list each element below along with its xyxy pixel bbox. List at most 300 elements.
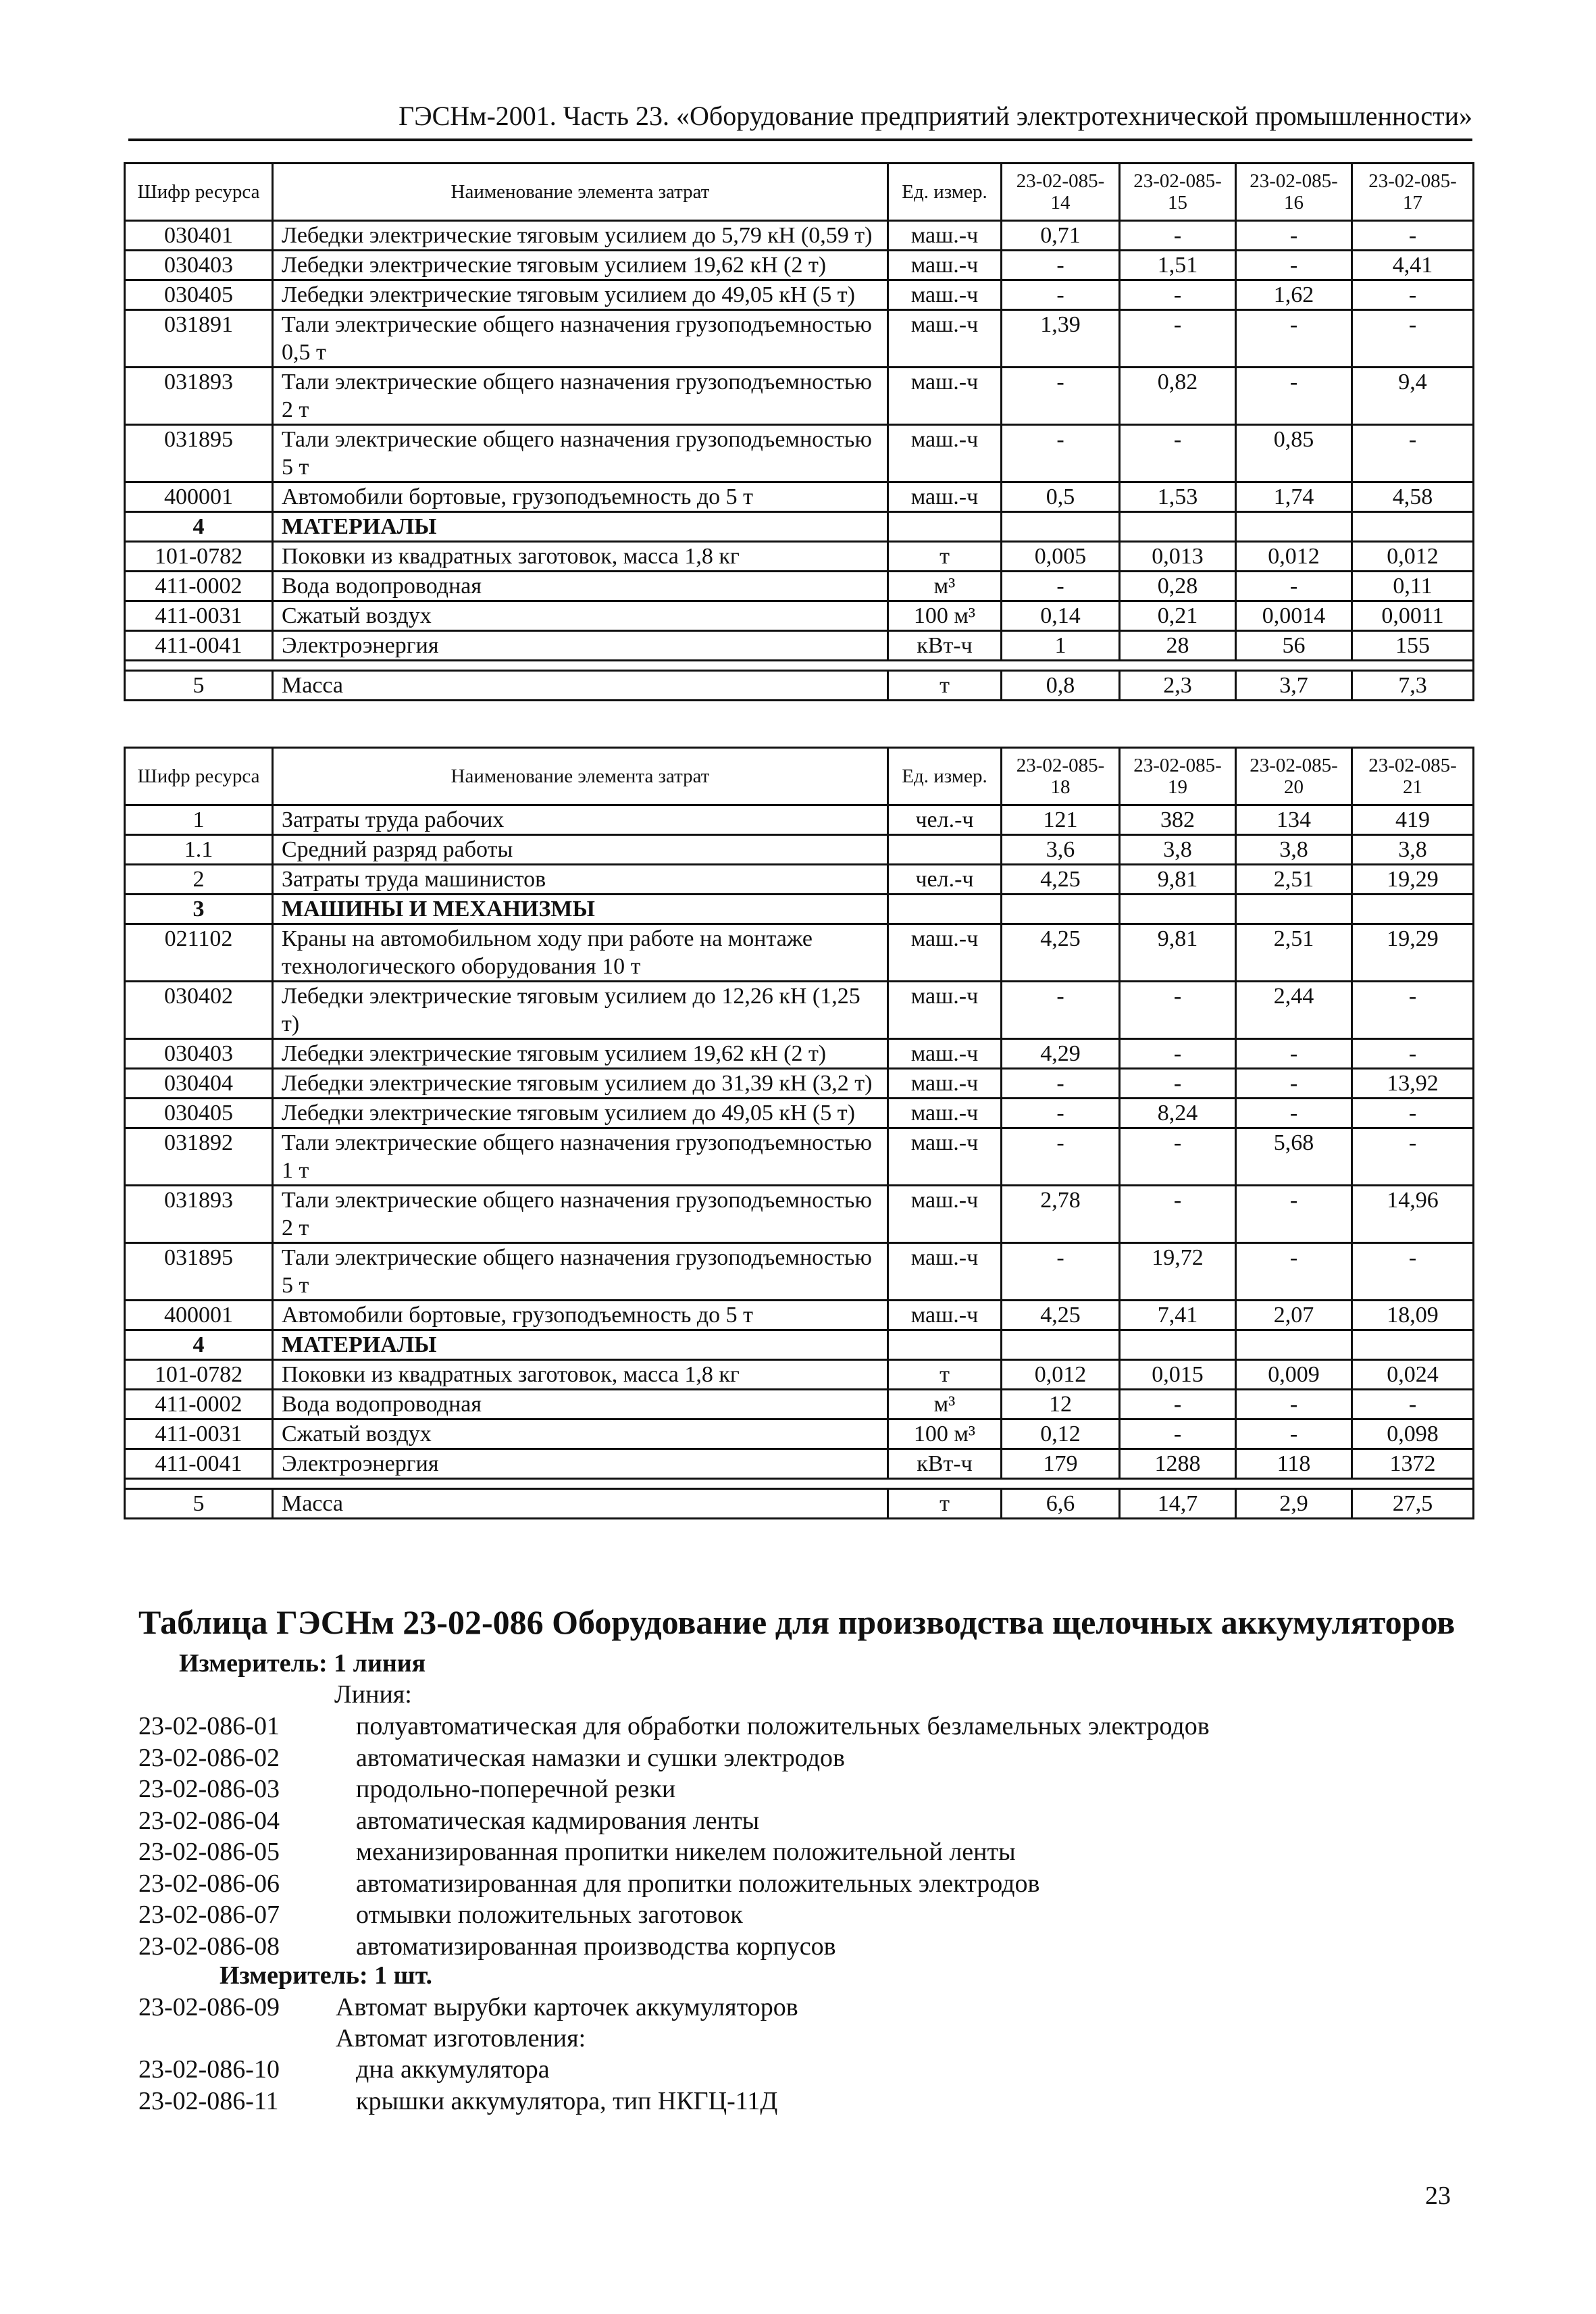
resource-unit: маш.-ч xyxy=(888,1301,1002,1330)
item-desc: отмывки положительных заготовок xyxy=(356,1901,743,1929)
resource-value: - xyxy=(1120,982,1236,1039)
resource-value xyxy=(1002,512,1120,542)
resource-unit: чел.-ч xyxy=(888,805,1002,835)
spacer-cell xyxy=(1120,661,1236,671)
resource-value: 1,53 xyxy=(1120,482,1236,512)
resource-unit: кВт-ч xyxy=(888,631,1002,661)
resource-value: - xyxy=(1352,982,1474,1039)
resource-value: 19,29 xyxy=(1352,865,1474,895)
item-desc: автоматическая намазки и сушки электродов xyxy=(356,1743,845,1772)
resource-value: - xyxy=(1120,425,1236,482)
header-unit: Ед. измер. xyxy=(888,164,1002,221)
resource-unit: кВт-ч xyxy=(888,1449,1002,1479)
resource-value: 0,28 xyxy=(1120,572,1236,601)
resource-code: 1 xyxy=(125,805,273,835)
resource-value: - xyxy=(1236,251,1352,280)
resource-value: 27,5 xyxy=(1352,1489,1474,1519)
resource-code: 031891 xyxy=(125,310,273,368)
resource-name: Поковки из квадратных заготовок, масса 1,8 кг xyxy=(273,542,888,572)
page-number: 23 xyxy=(1425,2182,1451,2210)
resource-unit: 100 м³ xyxy=(888,601,1002,631)
resource-value: 118 xyxy=(1236,1449,1352,1479)
resource-unit: маш.-ч xyxy=(888,1099,1002,1128)
resource-value xyxy=(1120,1330,1236,1360)
item-desc: дна аккумулятора xyxy=(356,2055,550,2084)
resource-value xyxy=(1120,512,1236,542)
resource-value: 9,81 xyxy=(1120,924,1236,982)
resource-value: 13,92 xyxy=(1352,1069,1474,1099)
resource-code: 030405 xyxy=(125,1099,273,1128)
resource-value xyxy=(1120,895,1236,924)
resource-unit xyxy=(888,895,1002,924)
resource-unit: маш.-ч xyxy=(888,221,1002,251)
resource-value: - xyxy=(1236,1419,1352,1449)
resource-value: 2,51 xyxy=(1236,924,1352,982)
resource-value xyxy=(1236,1330,1352,1360)
table-row xyxy=(125,1330,1474,1360)
resource-value: - xyxy=(1002,251,1120,280)
resource-name: Затраты труда машинистов xyxy=(273,865,888,895)
page-header xyxy=(128,101,1472,141)
header-column-code: 23-02-085-16 xyxy=(1236,164,1352,221)
item-desc: автоматизированная для пропитки положительных электродов xyxy=(356,1869,1040,1898)
spacer-cell xyxy=(1236,1479,1352,1489)
header-name: Наименование элемента затрат xyxy=(273,748,888,805)
resource-name: Тали электрические общего назначения грузоподъемностью 1 т xyxy=(273,1128,888,1186)
resource-value: 0,098 xyxy=(1352,1419,1474,1449)
spacer-cell xyxy=(1120,1479,1236,1489)
spacer-cell xyxy=(1002,661,1120,671)
resource-value: 2,44 xyxy=(1236,982,1352,1039)
resource-value: 0,0014 xyxy=(1236,601,1352,631)
table-row xyxy=(125,631,1474,661)
item-code: 23-02-086-05 xyxy=(138,1838,280,1866)
table-row xyxy=(125,1128,1474,1186)
resource-value: - xyxy=(1236,1069,1352,1099)
resource-unit: маш.-ч xyxy=(888,924,1002,982)
resource-value: 4,41 xyxy=(1352,251,1474,280)
resource-value: 28 xyxy=(1120,631,1236,661)
resource-name: МАТЕРИАЛЫ xyxy=(273,1330,888,1360)
resource-unit: т xyxy=(888,1360,1002,1390)
table-row xyxy=(125,1489,1474,1519)
resource-name: Средний разряд работы xyxy=(273,835,888,865)
resource-table-1 xyxy=(124,162,1474,701)
measure-line-1: Измеритель: 1 линия xyxy=(179,1649,426,1678)
resource-unit: маш.-ч xyxy=(888,1186,1002,1243)
resource-value: 5,68 xyxy=(1236,1128,1352,1186)
item-code: 23-02-086-07 xyxy=(138,1901,280,1929)
resource-value: - xyxy=(1352,1243,1474,1301)
resource-code: 5 xyxy=(125,671,273,701)
resource-name: Сжатый воздух xyxy=(273,1419,888,1449)
resource-value: 7,41 xyxy=(1120,1301,1236,1330)
resource-value: 12 xyxy=(1002,1390,1120,1419)
spacer-row xyxy=(125,661,1474,671)
resource-name: Вода водопроводная xyxy=(273,1390,888,1419)
resource-unit: т xyxy=(888,1489,1002,1519)
resource-value: 1,62 xyxy=(1236,280,1352,310)
resource-name: Поковки из квадратных заготовок, масса 1,8 кг xyxy=(273,1360,888,1390)
resource-unit xyxy=(888,512,1002,542)
resource-value: - xyxy=(1352,280,1474,310)
resource-value: 1,39 xyxy=(1002,310,1120,368)
table-2-body xyxy=(125,748,1474,1519)
resource-code: 411-0041 xyxy=(125,631,273,661)
auto-label: Автомат изготовления: xyxy=(336,2024,586,2053)
resource-name: Масса xyxy=(273,671,888,701)
table-row xyxy=(125,251,1474,280)
resource-name: Тали электрические общего назначения грузоподъемностью 5 т xyxy=(273,1243,888,1301)
resource-name: Тали электрические общего назначения грузоподъемностью 2 т xyxy=(273,1186,888,1243)
resource-value: - xyxy=(1236,572,1352,601)
resource-value: - xyxy=(1120,1186,1236,1243)
table-row xyxy=(125,1301,1474,1330)
resource-value: 0,12 xyxy=(1002,1419,1120,1449)
resource-value xyxy=(1352,512,1474,542)
item-desc: продольно-поперечной резки xyxy=(356,1775,676,1803)
resource-name: Лебедки электрические тяговым усилием до 49,05 кН (5 т) xyxy=(273,1099,888,1128)
header-column-code: 23-02-085-18 xyxy=(1002,748,1120,805)
resource-unit xyxy=(888,1330,1002,1360)
table-row xyxy=(125,982,1474,1039)
table-header-row xyxy=(125,748,1474,805)
resource-value: 3,8 xyxy=(1352,835,1474,865)
resource-value: - xyxy=(1352,221,1474,251)
resource-value: - xyxy=(1002,1099,1120,1128)
resource-name: Электроэнергия xyxy=(273,631,888,661)
resource-value xyxy=(1002,895,1120,924)
resource-unit: маш.-ч xyxy=(888,368,1002,425)
table-row xyxy=(125,924,1474,982)
resource-value: 3,6 xyxy=(1002,835,1120,865)
resource-value: 0,21 xyxy=(1120,601,1236,631)
table-row xyxy=(125,671,1474,701)
resource-value: - xyxy=(1120,1128,1236,1186)
resource-code: 031892 xyxy=(125,1128,273,1186)
resource-name: МАТЕРИАЛЫ xyxy=(273,512,888,542)
resource-value: - xyxy=(1120,221,1236,251)
resource-value: 0,012 xyxy=(1236,542,1352,572)
resource-unit: маш.-ч xyxy=(888,1128,1002,1186)
resource-value: 1288 xyxy=(1120,1449,1236,1479)
resource-code: 101-0782 xyxy=(125,542,273,572)
measure-line-2: Измеритель: 1 шт. xyxy=(220,1961,433,1990)
resource-code: 4 xyxy=(125,1330,273,1360)
resource-code: 031893 xyxy=(125,368,273,425)
resource-value: 0,012 xyxy=(1352,542,1474,572)
resource-value: 0,009 xyxy=(1236,1360,1352,1390)
item-code: 23-02-086-03 xyxy=(138,1775,280,1803)
resource-unit: маш.-ч xyxy=(888,1243,1002,1301)
resource-value: 3,8 xyxy=(1236,835,1352,865)
resource-code: 2 xyxy=(125,865,273,895)
table-row xyxy=(125,1419,1474,1449)
resource-unit: чел.-ч xyxy=(888,865,1002,895)
resource-code: 411-0041 xyxy=(125,1449,273,1479)
resource-value: 9,4 xyxy=(1352,368,1474,425)
table-row xyxy=(125,1069,1474,1099)
resource-value: - xyxy=(1236,368,1352,425)
resource-code: 031893 xyxy=(125,1186,273,1243)
resource-code: 030404 xyxy=(125,1069,273,1099)
resource-name: Масса xyxy=(273,1489,888,1519)
resource-value: - xyxy=(1002,1128,1120,1186)
resource-value: - xyxy=(1236,310,1352,368)
item-desc: автоматическая кадмирования ленты xyxy=(356,1806,760,1835)
resource-value: - xyxy=(1236,1099,1352,1128)
resource-value: - xyxy=(1236,221,1352,251)
resource-value xyxy=(1352,895,1474,924)
resource-code: 4 xyxy=(125,512,273,542)
resource-value: 0,024 xyxy=(1352,1360,1474,1390)
resource-code: 030403 xyxy=(125,251,273,280)
resource-value: - xyxy=(1236,1186,1352,1243)
resource-name: МАШИНЫ И МЕХАНИЗМЫ xyxy=(273,895,888,924)
resource-unit: маш.-ч xyxy=(888,1069,1002,1099)
resource-value: 0,85 xyxy=(1236,425,1352,482)
resource-value: 1,74 xyxy=(1236,482,1352,512)
spacer-cell xyxy=(888,661,1002,671)
item-code: 23-02-086-04 xyxy=(138,1806,280,1835)
resource-name: Лебедки электрические тяговым усилием до 5,79 кН (0,59 т) xyxy=(273,221,888,251)
resource-value: 155 xyxy=(1352,631,1474,661)
item-code: 23-02-086-11 xyxy=(138,2086,279,2115)
header-unit: Ед. измер. xyxy=(888,748,1002,805)
resource-value: 134 xyxy=(1236,805,1352,835)
resource-name: Автомобили бортовые, грузоподъемность до 5 т xyxy=(273,482,888,512)
resource-name: Тали электрические общего назначения грузоподъемностью 2 т xyxy=(273,368,888,425)
item-code: 23-02-086-01 xyxy=(138,1712,280,1740)
spacer-cell xyxy=(1352,661,1474,671)
resource-value: - xyxy=(1352,1099,1474,1128)
resource-value: - xyxy=(1002,425,1120,482)
resource-unit: маш.-ч xyxy=(888,982,1002,1039)
resource-value: 18,09 xyxy=(1352,1301,1474,1330)
lines-label: Линия: xyxy=(334,1680,412,1709)
resource-value: - xyxy=(1120,310,1236,368)
resource-name: Сжатый воздух xyxy=(273,601,888,631)
resource-code: 031895 xyxy=(125,1243,273,1301)
resource-code: 030403 xyxy=(125,1039,273,1069)
resource-value: - xyxy=(1120,280,1236,310)
resource-table-2 xyxy=(124,747,1474,1519)
item-code: 23-02-086-10 xyxy=(138,2055,280,2084)
resource-name: Затраты труда рабочих xyxy=(273,805,888,835)
resource-name: Тали электрические общего назначения грузоподъемностью 5 т xyxy=(273,425,888,482)
resource-name: Лебедки электрические тяговым усилием до 49,05 кН (5 т) xyxy=(273,280,888,310)
resource-code: 030405 xyxy=(125,280,273,310)
resource-value: 0,14 xyxy=(1002,601,1120,631)
resource-value: - xyxy=(1352,425,1474,482)
table-row xyxy=(125,1099,1474,1128)
resource-value: 0,015 xyxy=(1120,1360,1236,1390)
resource-value: 1,51 xyxy=(1120,251,1236,280)
resource-value: - xyxy=(1352,310,1474,368)
spacer-cell xyxy=(1352,1479,1474,1489)
resource-value: 0,013 xyxy=(1120,542,1236,572)
resource-value: - xyxy=(1120,1419,1236,1449)
resource-value: 2,51 xyxy=(1236,865,1352,895)
spacer-cell xyxy=(1002,1479,1120,1489)
resource-value: - xyxy=(1120,1039,1236,1069)
table-row xyxy=(125,865,1474,895)
spacer-cell xyxy=(1236,661,1352,671)
resource-value: 1372 xyxy=(1352,1449,1474,1479)
item-desc: Автомат вырубки карточек аккумуляторов xyxy=(336,1993,798,2021)
item-desc: автоматизированная производства корпусов xyxy=(356,1932,836,1961)
item-code: 23-02-086-02 xyxy=(138,1743,280,1772)
resource-value: - xyxy=(1002,280,1120,310)
resource-value: 179 xyxy=(1002,1449,1120,1479)
resource-value: 0,71 xyxy=(1002,221,1120,251)
resource-code: 021102 xyxy=(125,924,273,982)
item-desc: крышки аккумулятора, тип НКГЦ-11Д xyxy=(356,2086,778,2115)
header-code: Шифр ресурса xyxy=(125,164,273,221)
resource-code: 411-0031 xyxy=(125,601,273,631)
resource-unit: маш.-ч xyxy=(888,251,1002,280)
resource-value: 14,7 xyxy=(1120,1489,1236,1519)
resource-value: - xyxy=(1002,1243,1120,1301)
resource-value: 121 xyxy=(1002,805,1120,835)
table-row xyxy=(125,1186,1474,1243)
spacer-cell xyxy=(125,661,273,671)
resource-value: 0,0011 xyxy=(1352,601,1474,631)
header-name: Наименование элемента затрат xyxy=(273,164,888,221)
resource-value: - xyxy=(1120,1390,1236,1419)
spacer-cell xyxy=(125,1479,273,1489)
resource-unit: 100 м³ xyxy=(888,1419,1002,1449)
resource-name: Лебедки электрические тяговым усилием 19,62 кН (2 т) xyxy=(273,1039,888,1069)
resource-value: - xyxy=(1236,1390,1352,1419)
table-row xyxy=(125,542,1474,572)
table-1-body xyxy=(125,164,1474,701)
resource-value: - xyxy=(1236,1243,1352,1301)
table-row xyxy=(125,805,1474,835)
resource-name: Лебедки электрические тяговым усилием 19,62 кН (2 т) xyxy=(273,251,888,280)
resource-value: 382 xyxy=(1120,805,1236,835)
header-column-code: 23-02-085-20 xyxy=(1236,748,1352,805)
header-column-code: 23-02-085-21 xyxy=(1352,748,1474,805)
resource-code: 031895 xyxy=(125,425,273,482)
table-row xyxy=(125,1390,1474,1419)
resource-code: 101-0782 xyxy=(125,1360,273,1390)
resource-value xyxy=(1002,1330,1120,1360)
table-row xyxy=(125,895,1474,924)
resource-code: 411-0002 xyxy=(125,572,273,601)
resource-unit: маш.-ч xyxy=(888,310,1002,368)
resource-value: 0,11 xyxy=(1352,572,1474,601)
resource-code: 400001 xyxy=(125,1301,273,1330)
resource-unit: маш.-ч xyxy=(888,1039,1002,1069)
table-row xyxy=(125,512,1474,542)
header-title: ГЭСНм-2001. Часть 23. «Оборудование предприятий электротехнической промышленности» xyxy=(398,101,1472,131)
resource-value: 4,25 xyxy=(1002,865,1120,895)
resource-value: 4,58 xyxy=(1352,482,1474,512)
resource-value: - xyxy=(1352,1390,1474,1419)
table-row xyxy=(125,1449,1474,1479)
resource-unit: т xyxy=(888,671,1002,701)
resource-unit xyxy=(888,835,1002,865)
resource-value: 56 xyxy=(1236,631,1352,661)
item-code: 23-02-086-08 xyxy=(138,1932,280,1961)
resource-unit: маш.-ч xyxy=(888,482,1002,512)
spacer-cell xyxy=(888,1479,1002,1489)
resource-value: 3,8 xyxy=(1120,835,1236,865)
resource-code: 411-0002 xyxy=(125,1390,273,1419)
resource-value: 2,78 xyxy=(1002,1186,1120,1243)
resource-unit: т xyxy=(888,542,1002,572)
resource-value: 0,5 xyxy=(1002,482,1120,512)
header-code: Шифр ресурса xyxy=(125,748,273,805)
resource-value: 1 xyxy=(1002,631,1120,661)
resource-code: 411-0031 xyxy=(125,1419,273,1449)
resource-value: 0,8 xyxy=(1002,671,1120,701)
resource-code: 3 xyxy=(125,895,273,924)
table-row xyxy=(125,482,1474,512)
resource-value xyxy=(1236,895,1352,924)
header-column-code: 23-02-085-19 xyxy=(1120,748,1236,805)
resource-code: 1.1 xyxy=(125,835,273,865)
resource-name: Лебедки электрические тяговым усилием до 12,26 кН (1,25 т) xyxy=(273,982,888,1039)
resource-unit: маш.-ч xyxy=(888,280,1002,310)
resource-value: 2,9 xyxy=(1236,1489,1352,1519)
item-desc: механизированная пропитки никелем положительной ленты xyxy=(356,1838,1016,1866)
resource-value: - xyxy=(1352,1039,1474,1069)
table-row xyxy=(125,221,1474,251)
resource-value: - xyxy=(1352,1128,1474,1186)
resource-name: Электроэнергия xyxy=(273,1449,888,1479)
resource-value xyxy=(1352,1330,1474,1360)
resource-value: - xyxy=(1002,1069,1120,1099)
table-row xyxy=(125,601,1474,631)
table-row xyxy=(125,368,1474,425)
resource-value: 3,7 xyxy=(1236,671,1352,701)
resource-value: - xyxy=(1002,368,1120,425)
resource-value: 8,24 xyxy=(1120,1099,1236,1128)
resource-value: 4,29 xyxy=(1002,1039,1120,1069)
item-code: 23-02-086-09 xyxy=(138,1993,280,2021)
resource-value: 7,3 xyxy=(1352,671,1474,701)
resource-name: Вода водопроводная xyxy=(273,572,888,601)
resource-unit: м³ xyxy=(888,1390,1002,1419)
resource-code: 400001 xyxy=(125,482,273,512)
resource-value: 19,29 xyxy=(1352,924,1474,982)
resource-name: Тали электрические общего назначения грузоподъемностью 0,5 т xyxy=(273,310,888,368)
resource-value: 19,72 xyxy=(1120,1243,1236,1301)
resource-value: 14,96 xyxy=(1352,1186,1474,1243)
resource-value: 0,82 xyxy=(1120,368,1236,425)
resource-value: 419 xyxy=(1352,805,1474,835)
item-code: 23-02-086-06 xyxy=(138,1869,280,1898)
table-row xyxy=(125,310,1474,368)
header-column-code: 23-02-085-15 xyxy=(1120,164,1236,221)
resource-unit: м³ xyxy=(888,572,1002,601)
resource-value: 4,25 xyxy=(1002,924,1120,982)
header-column-code: 23-02-085-14 xyxy=(1002,164,1120,221)
table-row xyxy=(125,1039,1474,1069)
resource-value: 0,012 xyxy=(1002,1360,1120,1390)
resource-unit: маш.-ч xyxy=(888,425,1002,482)
table-row xyxy=(125,835,1474,865)
table-row xyxy=(125,572,1474,601)
resource-value: 4,25 xyxy=(1002,1301,1120,1330)
resource-name: Автомобили бортовые, грузоподъемность до 5 т xyxy=(273,1301,888,1330)
resource-value: 6,6 xyxy=(1002,1489,1120,1519)
resource-value: 2,07 xyxy=(1236,1301,1352,1330)
resource-name: Лебедки электрические тяговым усилием до 31,39 кН (3,2 т) xyxy=(273,1069,888,1099)
resource-code: 030401 xyxy=(125,221,273,251)
